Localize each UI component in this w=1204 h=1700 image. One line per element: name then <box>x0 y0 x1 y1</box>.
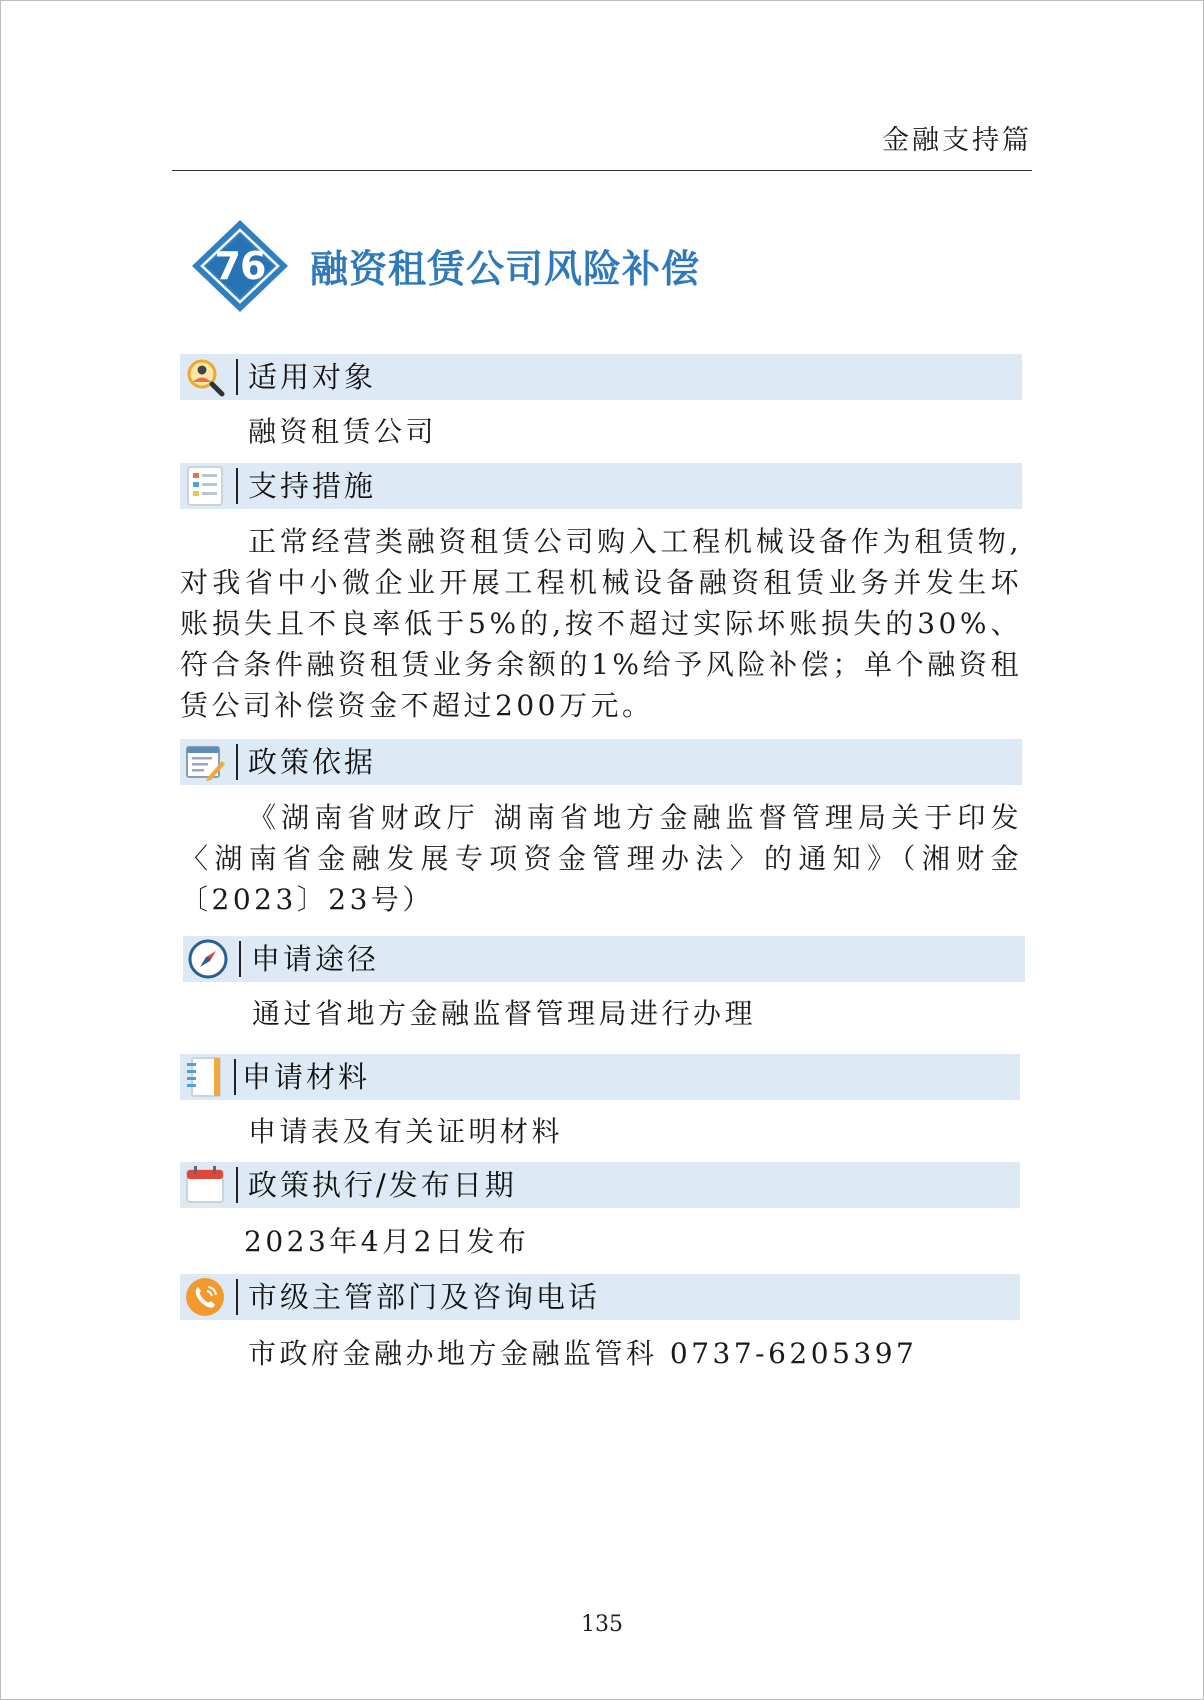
section-header-contact <box>180 1274 1020 1320</box>
section-divider <box>236 359 238 395</box>
header-rule <box>172 170 1032 171</box>
magnifier-person-icon <box>184 356 226 398</box>
section-header-target <box>180 354 1022 400</box>
page-number: 135 <box>581 1612 623 1637</box>
section-body-basis: 《湖南省财政厅 湖南省地方金融监督管理局关于印发〈湖南省金融发展专项资金管理办法〉的通知》（湘财金〔2023〕23号） <box>180 801 1022 916</box>
section-divider <box>236 744 238 780</box>
section-label: 申请途径 <box>251 942 380 976</box>
section-header-materials <box>180 1054 1020 1100</box>
phone-icon <box>184 1276 226 1318</box>
section-label: 支持措施 <box>248 469 377 503</box>
section-body-measures: 正常经营类融资租赁公司购入工程机械设备作为租赁物,对我省中小微企业开展工程机械设备融资租赁业务并发生坏账损失且不良率低于5%的,按不超过实际坏账损失的30%、符合条件融资租赁业务余额的1%给予风险补偿；单个融资租赁公司补偿资金不超过200万元。 <box>180 525 1022 722</box>
section-header-channel <box>183 936 1025 982</box>
section-label: 市级主管部门及咨询电话 <box>248 1280 601 1314</box>
calendar-icon <box>184 1164 226 1206</box>
section-body-date: 2023年4月2日发布 <box>244 1225 530 1258</box>
checklist-icon <box>184 465 226 507</box>
document-pencil-icon <box>184 741 226 783</box>
section-header-basis <box>180 739 1022 785</box>
section-label: 适用对象 <box>248 360 377 394</box>
page-title: 融资租赁公司风险补偿 <box>310 246 701 291</box>
entry-number: 76 <box>214 244 266 288</box>
section-label: 政策执行/发布日期 <box>248 1168 517 1202</box>
section-divider <box>236 1279 238 1315</box>
section-label: 政策依据 <box>248 745 377 779</box>
section-body-target: 融资租赁公司 <box>248 415 438 448</box>
section-header-measures <box>180 463 1022 509</box>
section-body-materials: 申请表及有关证明材料 <box>248 1115 564 1148</box>
notebook-icon <box>184 1056 226 1098</box>
section-divider <box>239 941 241 977</box>
entry-number-badge <box>190 218 290 314</box>
section-divider <box>236 1167 238 1203</box>
section-header-date <box>180 1162 1020 1208</box>
section-body-channel: 通过省地方金融监督管理局进行办理 <box>252 997 757 1030</box>
compass-icon <box>187 938 229 980</box>
section-body-contact: 市政府金融办地方金融监管科 0737-6205397 <box>248 1337 918 1370</box>
section-divider <box>234 1059 236 1095</box>
section-label: 申请材料 <box>242 1060 371 1094</box>
section-divider <box>236 468 238 504</box>
running-header: 金融支持篇 <box>882 125 1032 156</box>
